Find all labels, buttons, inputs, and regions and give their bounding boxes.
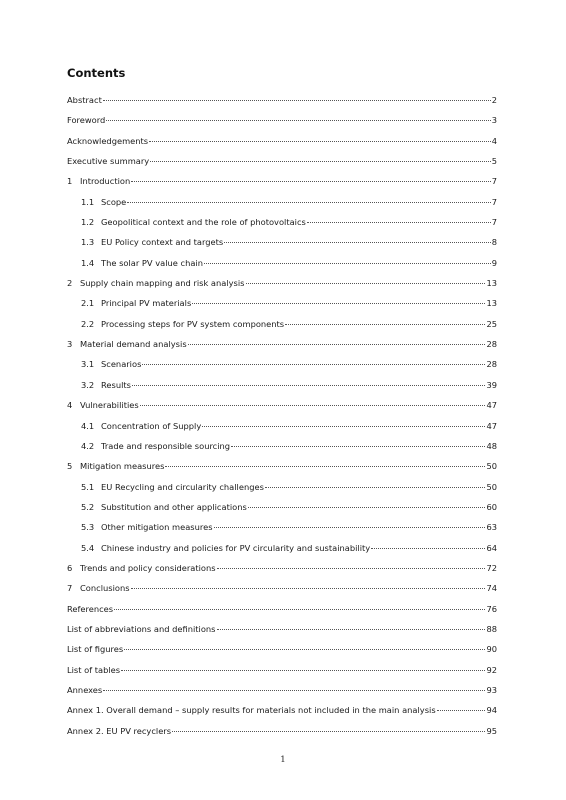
toc-entry-label: Annexes	[67, 684, 103, 695]
dot-leader	[132, 385, 485, 386]
toc-entry-label: Annex 1. Overall demand – supply results for materials not included in the main analysis	[67, 705, 436, 716]
toc-entry-number: 7	[67, 583, 73, 594]
toc-entry-label: Acknowledgements	[67, 135, 149, 146]
toc-entry[interactable]	[67, 151, 497, 171]
toc-entry-label: Annex 2. EU PV recyclers	[67, 725, 172, 736]
dot-leader	[265, 487, 486, 488]
dot-leader	[149, 141, 491, 142]
dot-leader	[150, 161, 491, 162]
toc-entry-page-number: 95	[486, 725, 497, 736]
dot-leader	[214, 527, 486, 528]
toc-entry-page-number: 63	[486, 522, 497, 533]
toc-entry-page-number: 92	[486, 664, 497, 675]
toc-entry-page-number: 28	[486, 339, 497, 350]
toc-entry-number: 3.1	[81, 359, 95, 370]
toc-entry-page-number: 3	[491, 115, 497, 126]
toc-entry-page-number: 2	[491, 95, 497, 105]
toc-entry-number: 4	[67, 400, 73, 411]
dot-leader	[103, 690, 485, 691]
toc-entry-label: Mitigation measures	[80, 461, 165, 472]
toc-entry-label: Supply chain mapping and risk analysis	[80, 278, 245, 289]
toc-entry[interactable]	[67, 253, 497, 273]
toc-entry-label: Other mitigation measures	[101, 522, 213, 533]
toc-entry[interactable]	[67, 334, 497, 354]
toc-entry-number: 1	[67, 176, 73, 187]
toc-entry[interactable]	[67, 619, 497, 639]
toc-entry-number: 5.4	[81, 542, 95, 553]
toc-entry[interactable]	[67, 639, 497, 659]
toc-entry-page-number: 7	[491, 176, 497, 187]
toc-entry-number: 2	[67, 278, 73, 289]
toc-entry-number: 4.1	[81, 420, 95, 431]
toc-entry[interactable]	[67, 293, 497, 313]
dot-leader	[217, 568, 486, 569]
toc-entry[interactable]	[67, 700, 497, 720]
toc-entry-label: Scenarios	[101, 359, 142, 370]
toc-entry-page-number: 60	[486, 501, 497, 512]
toc-entry-label: List of abbreviations and definitions	[67, 623, 216, 634]
toc-entry-page-number: 47	[486, 400, 497, 411]
dot-leader	[124, 649, 485, 650]
dot-leader	[192, 303, 485, 304]
toc-entry-page-number: 8	[491, 237, 497, 248]
dot-leader	[165, 466, 485, 467]
toc-entry[interactable]	[67, 273, 497, 293]
toc-entry-label: Results	[101, 379, 131, 390]
toc-entry-label: Scope	[101, 196, 127, 207]
toc-entry-page-number: 94	[486, 705, 497, 716]
toc-entry[interactable]	[67, 192, 497, 212]
toc-entry-page-number: 4	[491, 135, 497, 146]
toc-heading: Contents	[67, 66, 126, 80]
toc-entry-number: 2.2	[81, 318, 95, 329]
dot-leader	[114, 609, 485, 610]
toc-entry-page-number: 88	[486, 623, 497, 634]
toc-entry-page-number: 50	[486, 461, 497, 472]
toc-entry-number: 6	[67, 562, 73, 573]
toc-entry[interactable]	[67, 660, 497, 680]
toc-entry[interactable]	[67, 416, 497, 436]
dot-leader	[127, 202, 490, 203]
dot-leader	[217, 629, 486, 630]
toc-entry-number: 5.3	[81, 522, 95, 533]
toc-entry-page-number: 74	[486, 583, 497, 594]
toc-list	[67, 90, 497, 741]
toc-entry-page-number: 90	[486, 644, 497, 655]
dot-leader	[371, 548, 485, 549]
toc-entry-page-number: 48	[486, 440, 497, 451]
toc-entry[interactable]	[67, 599, 497, 619]
toc-entry-label: EU Policy context and targets	[101, 237, 224, 248]
toc-entry-label: Trends and policy considerations	[80, 562, 216, 573]
toc-entry-number: 1.2	[81, 217, 95, 228]
dot-leader	[188, 344, 486, 345]
toc-entry-number: 3	[67, 339, 73, 350]
toc-entry-page-number: 47	[486, 420, 497, 431]
toc-entry-label: References	[67, 603, 114, 614]
toc-entry[interactable]	[67, 375, 497, 395]
toc-entry-label: Principal PV materials	[101, 298, 192, 309]
toc-entry-page-number: 64	[486, 542, 497, 553]
toc-entry[interactable]	[67, 131, 497, 151]
toc-entry[interactable]	[67, 721, 497, 741]
dot-leader	[131, 181, 490, 182]
toc-entry[interactable]	[67, 314, 497, 334]
toc-entry-page-number: 72	[486, 562, 497, 573]
toc-entry[interactable]	[67, 517, 497, 537]
toc-entry[interactable]	[67, 354, 497, 374]
dot-leader	[307, 222, 491, 223]
dot-leader	[285, 324, 485, 325]
toc-entry-page-number: 39	[486, 379, 497, 390]
dot-leader	[246, 283, 486, 284]
dot-leader	[103, 100, 491, 101]
toc-entry-label: EU Recycling and circularity challenges	[101, 481, 264, 492]
toc-entry-page-number: 93	[486, 684, 497, 695]
toc-entry[interactable]	[67, 90, 497, 110]
toc-entry-label: Conclusions	[80, 583, 130, 594]
toc-entry[interactable]	[67, 680, 497, 700]
dot-leader	[106, 120, 490, 121]
dot-leader	[224, 242, 491, 243]
toc-entry-label: List of tables	[67, 664, 121, 675]
toc-entry-page-number: 5	[491, 156, 497, 167]
toc-entry-label: Geopolitical context and the role of photovoltaics	[101, 217, 306, 228]
toc-entry[interactable]	[67, 456, 497, 476]
toc-entry-label: Vulnerabilities	[80, 400, 139, 411]
toc-entry-label: Processing steps for PV system components	[101, 318, 285, 329]
dot-leader	[142, 364, 485, 365]
toc-entry[interactable]	[67, 110, 497, 130]
toc-entry-number: 5.2	[81, 501, 95, 512]
dot-leader	[202, 426, 485, 427]
toc-entry-page-number: 28	[486, 359, 497, 370]
toc-entry-label: Introduction	[80, 176, 131, 187]
toc-entry-number: 5.1	[81, 481, 95, 492]
toc-entry-label: Abstract	[67, 95, 102, 105]
toc-entry-label: The solar PV value chain	[101, 257, 203, 268]
toc-entry[interactable]	[67, 232, 497, 252]
toc-entry-number: 1.1	[81, 196, 95, 207]
toc-entry[interactable]	[67, 538, 497, 558]
toc-entry-number: 2.1	[81, 298, 95, 309]
toc-entry-number: 5	[67, 461, 73, 472]
dot-leader	[204, 263, 491, 264]
toc-entry-page-number: 50	[486, 481, 497, 492]
toc-entry-label: Substitution and other applications	[101, 501, 247, 512]
toc-entry-number: 3.2	[81, 379, 95, 390]
toc-entry[interactable]	[67, 436, 497, 456]
dot-leader	[121, 670, 485, 671]
toc-entry-label: List of figures	[67, 644, 124, 655]
toc-entry[interactable]	[67, 171, 497, 191]
toc-entry-page-number: 13	[486, 298, 497, 309]
toc-entry[interactable]	[67, 212, 497, 232]
dot-leader	[231, 446, 485, 447]
toc-entry-label: Executive summary	[67, 156, 150, 167]
toc-entry-label: Foreword	[67, 115, 106, 126]
toc-entry[interactable]	[67, 477, 497, 497]
toc-entry-number: 4.2	[81, 440, 95, 451]
toc-entry-page-number: 76	[486, 603, 497, 614]
toc-entry-page-number: 7	[491, 217, 497, 228]
dot-leader	[131, 588, 486, 589]
toc-entry-page-number: 9	[491, 257, 497, 268]
toc-entry-label: Chinese industry and policies for PV circularity and sustainability	[101, 542, 371, 553]
toc-entry-label: Concentration of Supply	[101, 420, 202, 431]
toc-entry[interactable]	[67, 497, 497, 517]
dot-leader	[140, 405, 486, 406]
toc-entry-label: Material demand analysis	[80, 339, 187, 350]
toc-entry[interactable]	[67, 395, 497, 415]
dot-leader	[172, 731, 485, 732]
toc-entry-page-number: 25	[486, 318, 497, 329]
toc-entry-page-number: 13	[486, 278, 497, 289]
toc-entry[interactable]	[67, 558, 497, 578]
dot-leader	[437, 710, 486, 711]
toc-entry[interactable]	[67, 578, 497, 598]
toc-entry-number: 1.4	[81, 257, 95, 268]
toc-entry-label: Trade and responsible sourcing	[101, 440, 231, 451]
dot-leader	[248, 507, 486, 508]
page-number: 1	[280, 755, 286, 765]
toc-entry-page-number: 7	[491, 196, 497, 207]
toc-entry-number: 1.3	[81, 237, 95, 248]
